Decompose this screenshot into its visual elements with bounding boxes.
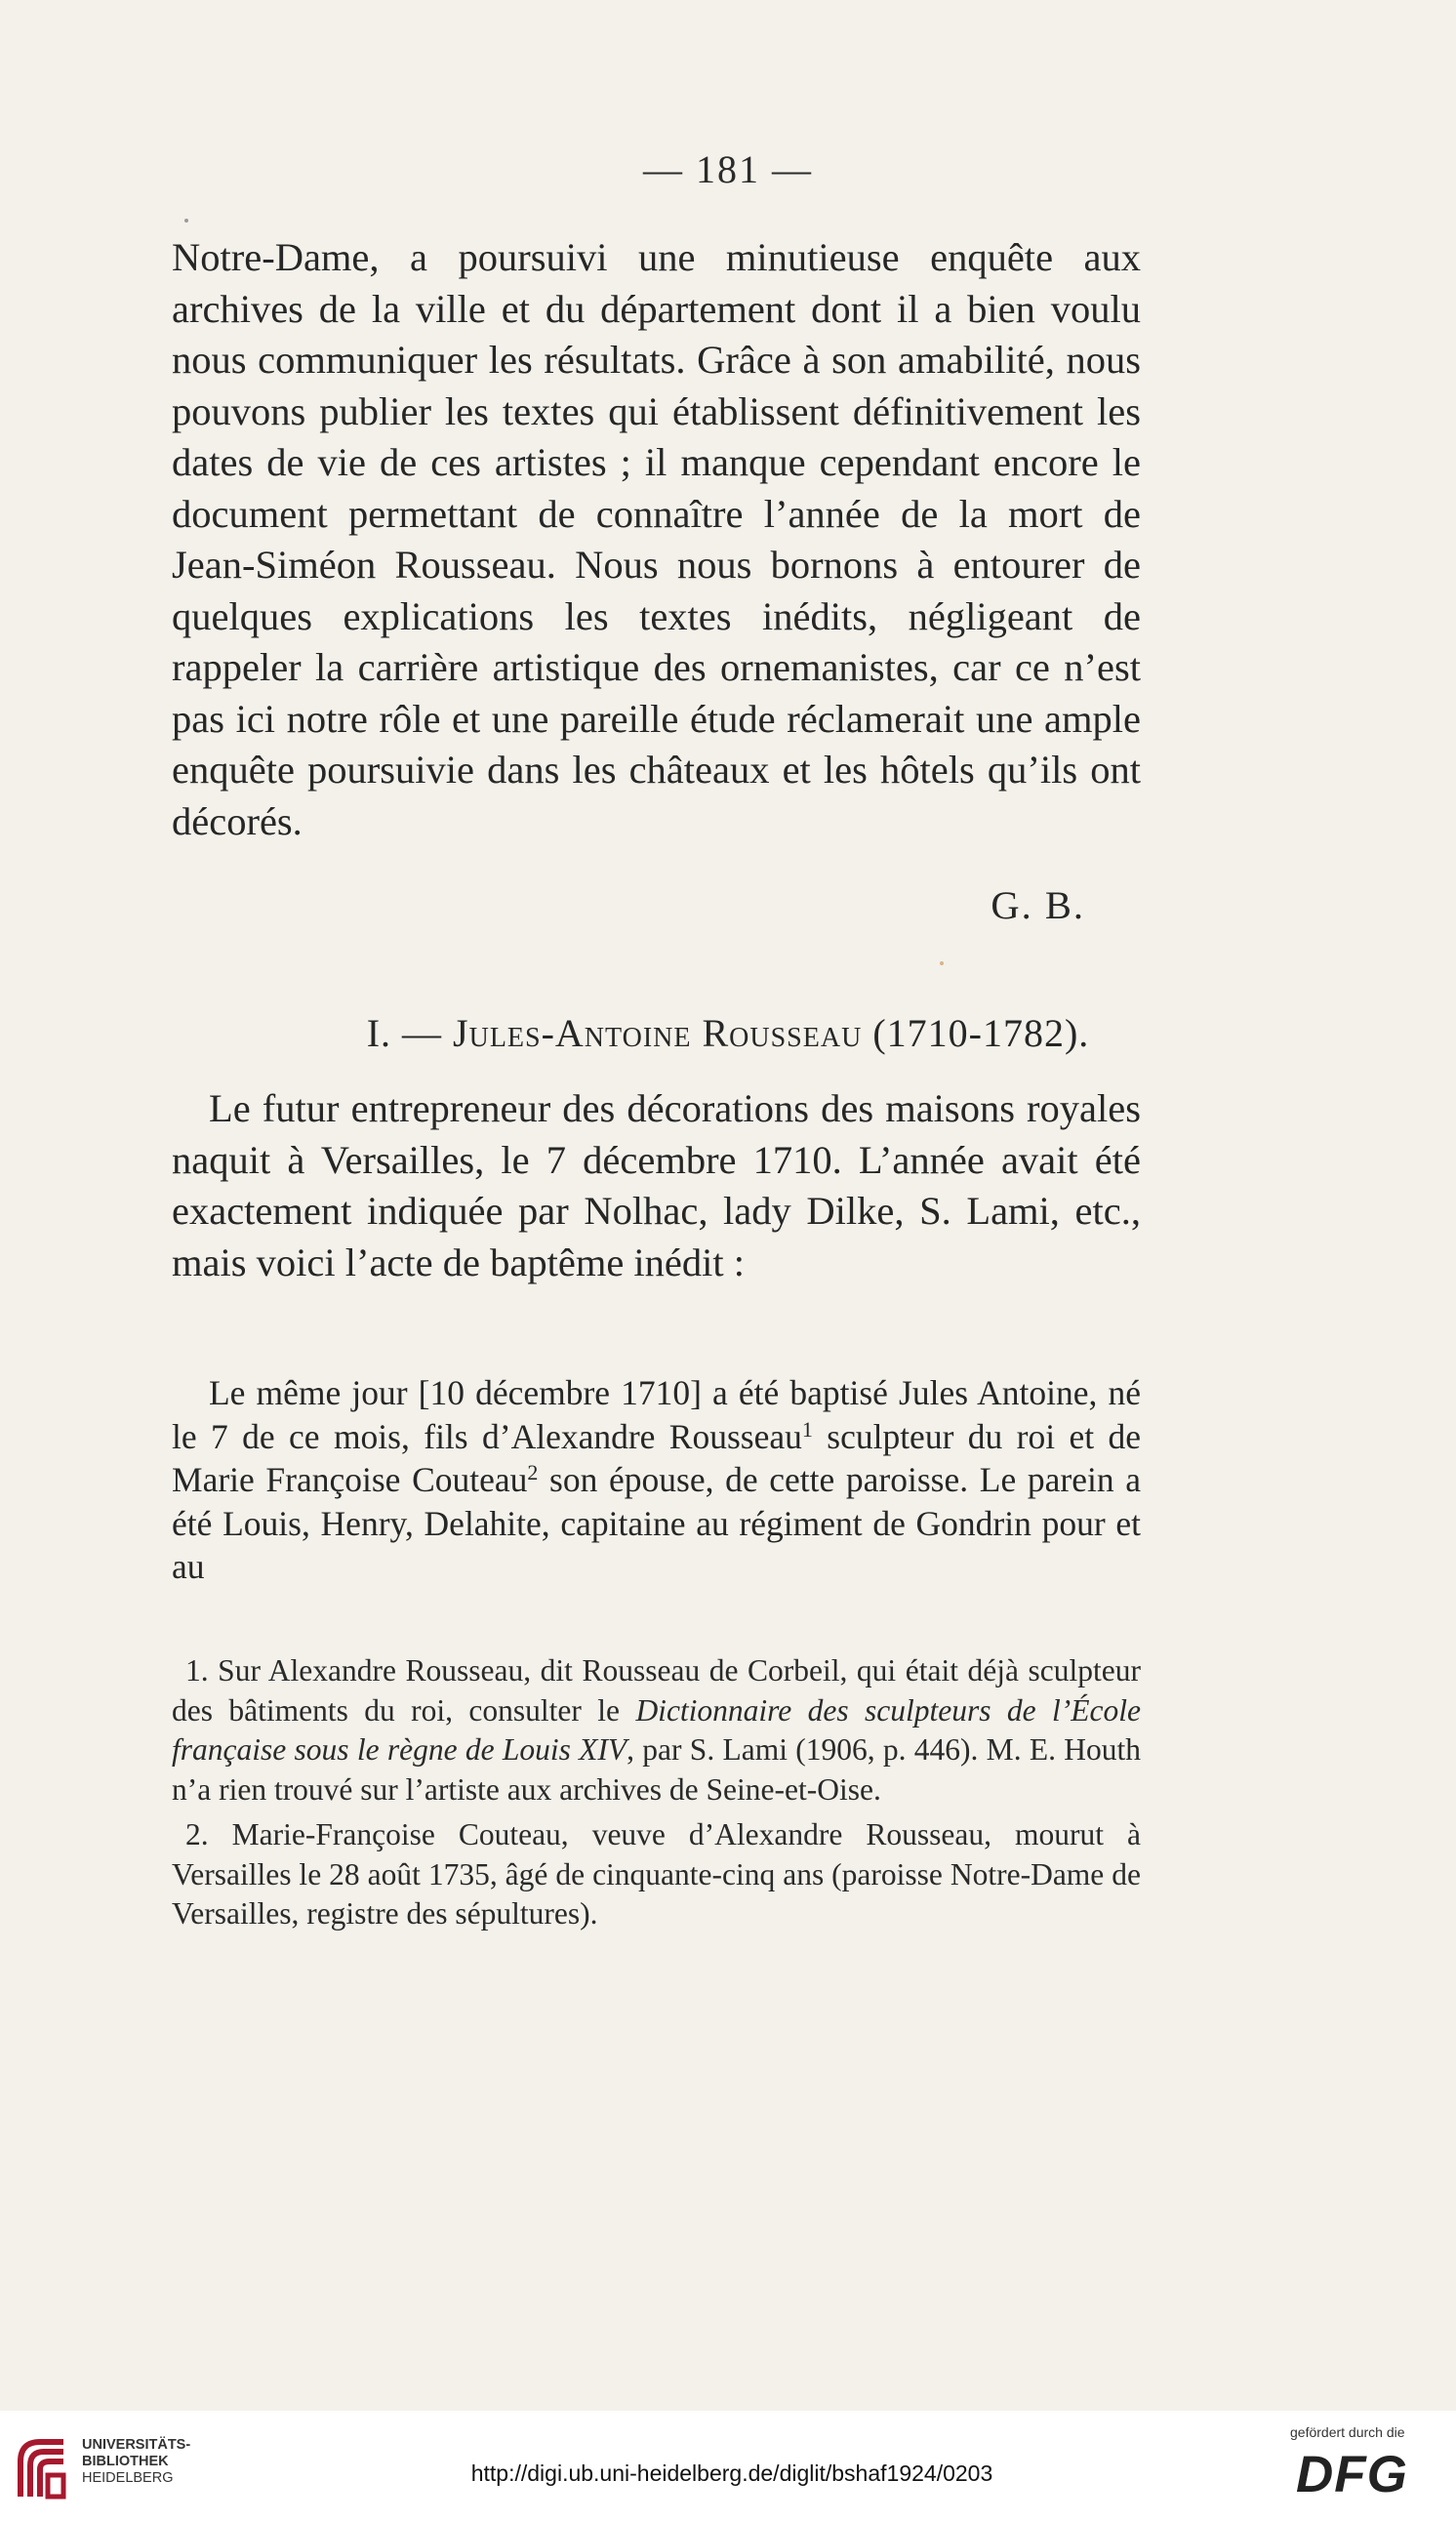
source-url-link[interactable]: http://digi.ub.uni-heidelberg.de/diglit/bshaf1924/0203 <box>470 2460 993 2486</box>
library-name <box>82 2437 190 2487</box>
section-name: Jules-Antoine Rousseau <box>453 1011 863 1055</box>
section-heading <box>0 1010 1456 1056</box>
dfg-logo: DFG <box>1296 2446 1408 2503</box>
section-paragraph: Le futur entrepreneur des décorations des maisons royales naquit à Versailles, le 7 décembre 1710. L’année avait été exactement indiquée par Nolhac, lady Dilke, S. Lami, etc., mais voici l’acte de baptême inédit : <box>172 1086 1141 1284</box>
funder-tagline: gefördert durch die <box>1290 2424 1405 2440</box>
section-dates: (1710-1782). <box>872 1011 1090 1055</box>
footnote-1 <box>172 1651 1141 1809</box>
footnote-ref: 1 <box>801 1416 813 1442</box>
footnote-book-title: Dictionnaire des sculpteurs de l’École française sous le règne de Louis XIV <box>172 1692 1142 1767</box>
footnote-text: 1. Sur Alexandre Rousseau, dit Rousseau de Corbeil, qui était déjà sculpteur des bâtiments du roi, consulter le <box>172 1653 1141 1728</box>
paper-speck <box>184 219 188 223</box>
library-name-line: UNIVERSITÄTS- <box>82 2437 191 2453</box>
library-name-line: BIBLIOTHEK <box>82 2454 169 2469</box>
intro-paragraph: Notre-Dame, a poursuivi une minutieuse enquête aux archives de la ville et du département dont il a bien voulu nous communiquer les résultats. Grâce à son amabilité, nous pouvons publier les textes qui établissent définitivement les dates de vie de ces artistes ; il manque cependant encore le document permettant de connaître l’année de la mort de Jean-Siméon Rousseau. Nous nous bornons à entourer de quelques explications les textes inédits, négligeant de rappeler la carrière artistique des ornemanistes, car ce n’est pas ici notre rôle et une pareille étude réclamerait une ample enquête poursuivie dans les châteaux et les hôtels qu’ils ont décorés. <box>172 235 1141 843</box>
paper-speck <box>940 961 944 965</box>
quote-text: Le même jour [10 décembre 1710] a été baptisé Jules Antoine, né le 7 de ce mois, fils d’Alexandre Rousseau <box>172 1373 1141 1456</box>
footnote-ref: 2 <box>527 1460 539 1484</box>
page-number: — 181 — <box>643 147 813 191</box>
footnote-2: 2. Marie-Françoise Couteau, veuve d’Alexandre Rousseau, mourut à Versailles le 28 août 1735, âgé de cinquante-cinq ans (paroisse Notre-Dame de Versailles, registre des sépultures). <box>172 1817 1141 1931</box>
university-library-logo-icon <box>15 2432 71 2504</box>
section-numeral: I. — <box>366 1011 443 1055</box>
author-signature: G. B. <box>991 883 1085 927</box>
footnotes <box>172 1651 1141 1940</box>
library-name-line: HEIDELBERG <box>82 2470 174 2486</box>
quote-text: sculpteur du roi et de Marie Françoise Couteau <box>172 1416 1142 1499</box>
baptism-record-quote <box>172 1371 1141 1589</box>
quote-text: son épouse, de cette paroisse. Le parein a été Louis, Henry, Delahite, capitaine au régiment de Gondrin pour et au <box>172 1460 1141 1586</box>
footnote-text: , par S. Lami (1906, p. 446). M. E. Houth n’a rien trouvé sur l’artiste aux archives de Seine-et-Oise. <box>172 1732 1142 1807</box>
